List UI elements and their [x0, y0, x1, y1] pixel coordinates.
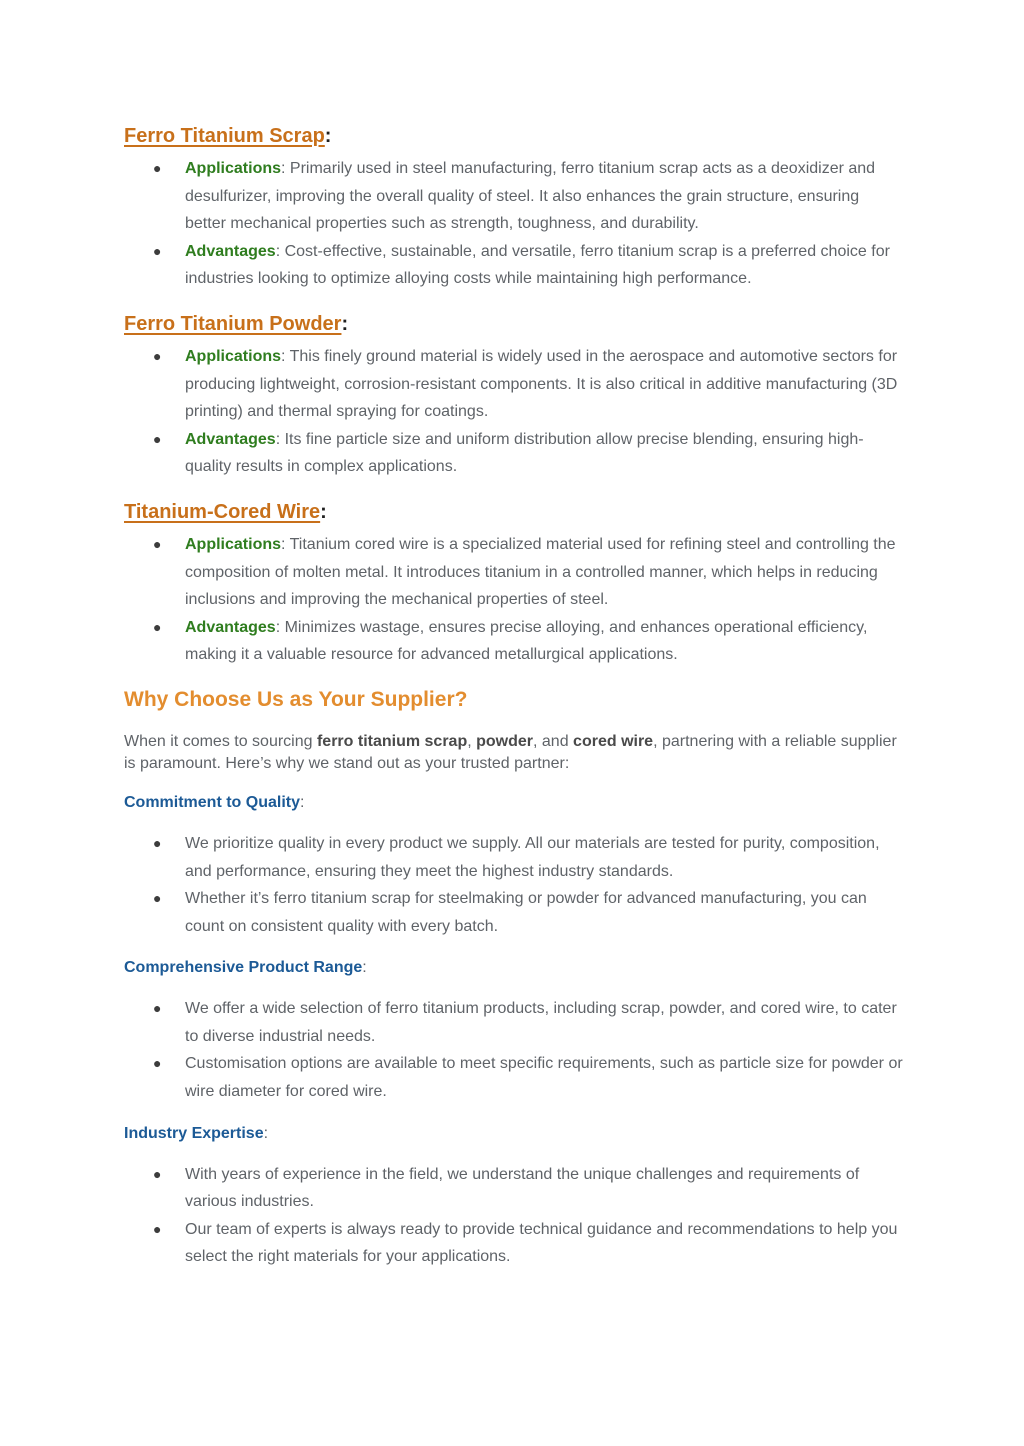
section-product-range	[124, 957, 904, 1105]
bullet-icon: ●	[153, 160, 162, 176]
list-item	[124, 343, 904, 426]
intro-text: , and	[533, 732, 574, 750]
bullet-icon: ●	[153, 890, 162, 907]
list-item	[124, 995, 904, 1050]
heading-colon: :	[341, 312, 349, 335]
item-text: : Cost-effective, sustainable, and versatile, ferro titanium scrap is a preferred choice for industries looking to optimize alloying costs while maintaining high performance.	[185, 242, 890, 288]
intro-text: ,	[467, 732, 477, 750]
item-text: : Its fine particle size and uniform distribution allow precise blending, ensuring high-quality results in complex applications.	[185, 430, 864, 476]
bullet-icon: ●	[153, 535, 162, 552]
item-label: Applications	[185, 160, 282, 177]
product-section-cored-wire	[124, 498, 904, 669]
why-choose-heading: Why Choose Us as Your Supplier?	[124, 687, 468, 711]
bullet-list	[124, 531, 904, 669]
item-label: Advantages	[185, 242, 276, 260]
intro-text: When it comes to sourcing	[124, 732, 317, 750]
bullet-list	[124, 343, 904, 481]
item-text: : This finely ground material is widely used in the aerospace and automotive sectors for producing lightweight, corrosion-resistant components. It is also critical in additive manufacturing (3D printing) and thermal spraying for coatings.	[185, 347, 898, 421]
item-text: Our team of experts is always ready to provide technical guidance and recommendations to help you select the right materials for your applications.	[185, 1220, 898, 1266]
heading-colon: :	[320, 500, 327, 523]
bullet-list	[124, 155, 904, 293]
list-item	[124, 1050, 904, 1105]
sub-heading-title: Industry Expertise	[124, 1124, 264, 1142]
list-item	[124, 238, 904, 293]
bullet-icon: ●	[153, 1165, 162, 1182]
product-heading-link[interactable]: Ferro Titanium Powder	[124, 312, 342, 335]
item-text: : Titanium cored wire is a specialized material used for refining steel and controlling the composition of molten metal. It introduces titanium in a controlled manner, which helps in reducing inclusions and improving the mechanical properties of steel.	[185, 535, 896, 609]
list-item	[124, 1216, 904, 1271]
list-item	[124, 830, 904, 885]
product-heading-link[interactable]: Titanium-Cored Wire	[124, 500, 321, 523]
item-text: Customisation options are available to meet specific requirements, such as particle size for powder or wire diameter for cored wire.	[185, 1055, 903, 1101]
intro-bold: ferro titanium scrap	[316, 732, 468, 750]
heading-colon: :	[324, 125, 332, 147]
bullet-list	[124, 1161, 904, 1271]
item-label: Applications	[185, 347, 282, 365]
sub-heading	[124, 792, 904, 814]
item-text: : Minimizes wastage, ensures precise alloying, and enhances operational efficiency, making it a valuable resource for advanced metallurgical applications.	[185, 618, 868, 664]
section-quality	[124, 792, 904, 940]
sub-heading-title: Comprehensive Product Range	[124, 959, 363, 977]
document-content	[124, 122, 904, 1281]
list-item	[124, 426, 904, 481]
item-text: We offer a wide selection of ferro titanium products, including scrap, powder, and cored wire, to cater to diverse industrial needs.	[185, 1000, 897, 1045]
bullet-icon: ●	[153, 242, 162, 259]
heading-colon: :	[263, 1124, 269, 1142]
bullet-icon: ●	[153, 618, 162, 635]
product-heading-link[interactable]: Ferro Titanium Scrap	[124, 125, 325, 147]
bullet-list	[124, 830, 904, 940]
product-heading	[124, 122, 904, 150]
sub-heading	[124, 1123, 904, 1145]
item-label: Advantages	[185, 430, 276, 448]
product-section-powder	[124, 310, 904, 481]
intro-bold: powder	[476, 732, 534, 750]
item-text: We prioritize quality in every product we supply. All our materials are tested for purity, composition, and performance, ensuring they meet the highest industry standards.	[185, 834, 880, 880]
intro-bold: cored wire	[573, 732, 654, 750]
bullet-icon: ●	[153, 1220, 162, 1237]
heading-colon: :	[362, 959, 367, 977]
list-item	[124, 885, 904, 940]
product-heading	[124, 310, 904, 338]
item-text: Whether it’s ferro titanium scrap for steelmaking or powder for advanced manufacturing, you can count on consistent quality with every batch.	[185, 890, 867, 935]
item-text: : Primarily used in steel manufacturing, ferro titanium scrap acts as a deoxidizer and desulfurizer, improving the overall quality of steel. It also enhances the grain structure, ensuring better mechanical properties such as strength, toughness, and durability.	[185, 160, 876, 233]
bullet-icon: ●	[153, 347, 162, 364]
list-item	[124, 614, 904, 669]
sub-heading	[124, 957, 904, 979]
bullet-icon: ●	[153, 834, 162, 851]
sub-heading-title: Commitment to Quality	[124, 793, 301, 811]
item-text: With years of experience in the field, we understand the unique challenges and requirements of various industries.	[185, 1165, 860, 1211]
bullet-list	[124, 995, 904, 1105]
intro-paragraph	[124, 731, 904, 775]
bullet-icon: ●	[153, 1000, 162, 1017]
list-item	[124, 531, 904, 614]
heading-colon: :	[300, 793, 305, 811]
product-section-scrap	[124, 122, 904, 293]
list-item	[124, 1161, 904, 1216]
section-expertise	[124, 1123, 904, 1271]
bullet-icon: ●	[153, 1055, 162, 1072]
product-heading	[124, 498, 904, 526]
bullet-icon: ●	[153, 430, 162, 447]
item-label: Advantages	[185, 618, 276, 636]
intro-text: , partnering with a reliable supplier is paramount. Here’s why we stand out as your trusted partner:	[124, 732, 897, 772]
list-item	[124, 155, 904, 238]
item-label: Applications	[185, 535, 282, 553]
